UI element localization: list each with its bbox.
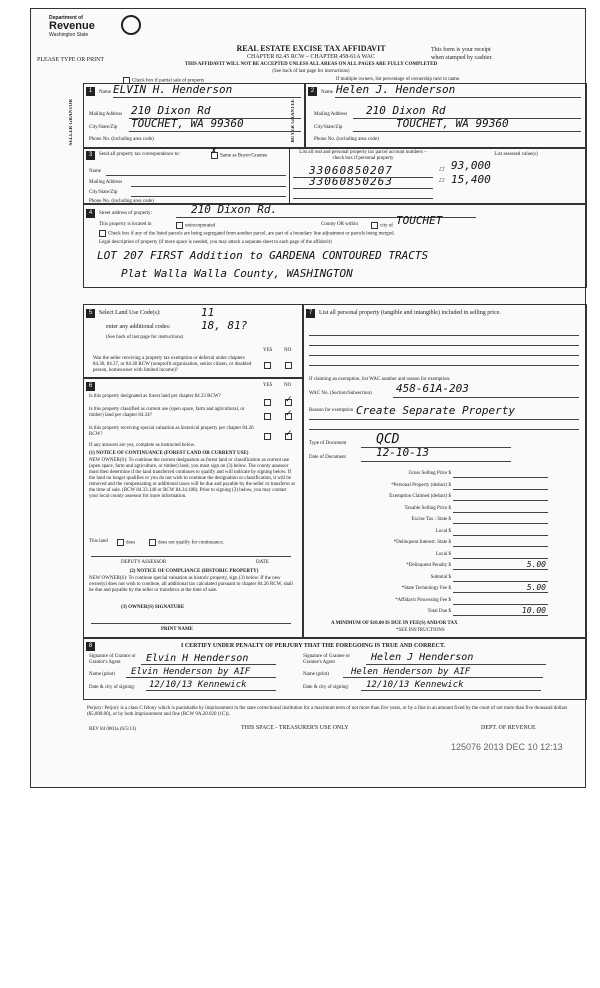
tax-row-label: *State Technology Fee $ [401, 586, 451, 591]
grantor-signature[interactable]: Elvin H Henderson [146, 653, 249, 664]
grantor-name-label: Name (print) [89, 672, 115, 677]
seller-mailing-label: Mailing Address [89, 112, 123, 117]
doc-date[interactable]: 12-10-13 [376, 446, 429, 459]
reason-label: Reason for exemption [309, 408, 354, 413]
does-not-check[interactable] [149, 539, 224, 547]
cashier-stamp: 125076 2013 DEC 10 12:13 [451, 742, 563, 752]
value-1[interactable]: 93,000 [451, 159, 491, 172]
does-check[interactable] [117, 539, 135, 547]
unincorporated-label: unincorporated [185, 223, 216, 229]
minimum-due: A MINIMUM OF $10.00 IS DUE IN FEE(S) AND/OR TAX [331, 621, 458, 626]
historic-question: Is this property receiving special valuation as historical property per chapter 84.26 RCW? [89, 426, 254, 437]
tax-row-label: Exemption Claimed (deduct) $ [389, 494, 451, 499]
tax-row-value[interactable]: 5.00 [526, 560, 546, 569]
multiple-owners-note: If multiple owners, list percentage of ownership next to name. [336, 77, 461, 82]
s5-no: NO [284, 348, 292, 353]
tax-row-label: Total Due $ [427, 609, 451, 614]
tax-row-label: Excise Tax : State $ [411, 517, 451, 522]
tax-row-label: *Affidavit Processing Fee $ [395, 597, 451, 603]
parcel-2[interactable]: 33060850263 [309, 175, 393, 188]
property-city[interactable]: TOUCHET [396, 214, 443, 227]
doc-type[interactable]: QCD [376, 432, 400, 447]
tax-row-label: *Delinquent Interest: State $ [393, 540, 451, 545]
grantor-date-label: Date & city of signing: [89, 685, 136, 690]
property-street[interactable]: 210 Dixon Rd. [191, 203, 278, 216]
section-1-marker: 1 [86, 87, 95, 96]
additional-codes-label: enter any additional codes: [106, 324, 171, 330]
corr-name-label: Name [89, 169, 101, 174]
buyer-city-label: City/State/Zip [314, 125, 343, 130]
form-see-back: (See back of last page for instructions) [272, 69, 350, 74]
dept-revenue: DEPT. OF REVENUE [481, 725, 536, 731]
same-as-buyer-label: Same as Buyer/Grantee [220, 153, 268, 159]
this-land-label: This land [89, 539, 108, 544]
logo-line-3: Washington State [49, 32, 89, 38]
see-instructions: *SEE INSTRUCTIONS [396, 628, 445, 633]
q1-no-box[interactable]: ✓ [285, 393, 293, 404]
tax-row-label: Local $ [435, 551, 451, 557]
affidavit-form: Department of Revenue Washington State PLEASE TYPE OR PRINT REAL ESTATE EXCISE TAX AFFIDAVIT CHAPTER 82.45 RCW – CHAPTER 458-61A WAC THIS AFFIDAVIT WILL NOT BE ACCEPTED UNLESS ALL AREAS ON ALL PAGES ARE FULLY COMPLETED (See back of last page for instructions) This form is your receipt when stamped by cashier. Check box if partial sale of property If multiple owners, list percentage of ownership next to name. 1 2 SELLER GRANTOR BUYER GRANTEE Name ELVIN H. Henderson Mailing Address 210 Dixon Rd City/State/Zip TOUCHET, WA 99360 Phone No. (including area code) Name Helen J. Henderson Mailing Address 210 Dixon Rd City/State/Zip TOUCHET, WA 99360 Phone No. (including area code) 3 Send all property tax correspondence to: ✗ Same as Buyer/Grantee Name Mailing Address City/State/Zip Phone No. (including area code) List all real and personal property tax parcel account numbers – check box if personal property List assessed value(s) 33060850207 33060850263 ☐ ☐ 93,000 15,400 4 Street address of property: 210 Dixon Rd. This property is located in unincorporated County OR within city of TOUCHET Check box if any of the listed parcels are being segregated from another parcel, are part of a boundary line adjustment or parcels being merged. Legal description of property (if more space is needed, you may attach a separate sheet to each page of the affidavit) LOT 207 FIRST Addition to GARDENA CONTOURED TRACTS Plat Walla Walla County, WASHINGTON 5 Select Land Use Code(s): 11 enter any additional codes: 18, 81? (See back of last page for instructions) YES NO Was the seller receiving a property tax exemption or deferral under chapters 84.36, 84.37, or 84.38 RCW (nonprofit organization, senior citizen, or disabled person, homeowner with limited income)? 6 YES NO Is this property designated as forest land per chapter 84.33 RCW? ✓ Is this property classified as current use (open space, farm and agricultural, or timber) land per chapter 84.34? ✓ Is this property receiving special valuation as historical property per chapter 84.26 RCW? ✓ If any answers are yes, complete as instructed below. (1) NOTICE OF CONTINUANCE (FOREST LAND OR CURRENT USE) NEW OWNER(S): To continue the current designation as forest land or classification as current use (open space, farm and agriculture, or timber) land, you must sign on (3) below. The county assessor must then determine if the land transferred continues to qualify and will indicate by signing below. If the land no longer qualifies or you do not wish to continue the designation or classification, it will be removed and the compensating or additional taxes will be due and payable by the seller or transferor at the time of sale. (RCW 84.33.140 or RCW 84.34.108). Prior to signing (3) below, you may contact your local county assessor for more information. This land does does not qualify for continuance. DEPUTY ASSESSOR DATE (2) NOTICE OF COMPLIANCE (HISTORIC PROPERTY) NEW OWNER(S): To continue special valuation as historic property, sign (3) below. If the new owner(s) does not wish to continue, all additional tax calculated pursuant to chapter 84.26 RCW, shall be due and payable by the seller or transferor at the time of sale. (3) OWNER(S) SIGNATURE PRINT NAME 7 List all personal property (tangible and intangible) included in selling price. If claiming an exemption, list WAC number and reason for exemption: WAC No. (Section/Subsection) 458-61A-203 Reason for exemption Create Separate Property Type of Document QCD Date of Document 12-10-13 Gross Selling Price $ *Personal Property (deduct) $ Exemption Claimed (deduct) $ Taxable Selling Price $ Excise Tax : State $ Local $ *Delinquent Interest: State $ Local $ *Delinquent Penalty $ 5.00 Subtotal $ *State Technology Fee $ 5.00 *Affidavit Processing Fee $ Total Due $ 10.00 A MINIMUM OF $10.00 IS DUE IN FEE(S) AND/OR TAX *SEE INSTRUCTIONS 8 I CERTIFY UNDER PENALTY OF PERJURY THAT THE FOREGOING IS TRUE AND CORRECT. Signature of Grantor or Grantor's Agent Elvin H Henderson Name (print) Elvin Henderson by AIF Date & city of signing: 12/10/13 Kennewick Signature of Grantee or Grantee's Agent Helen J Henderson Name (print) Helen Henderson by AIF Date & city of signing: 12/10/13 Kennewick Perjury: Perjury is a class C felony which is punishable by imprisonment in the state correctional institution for a maximum term of not more than five years, or by a fine in an amount fixed by the court of not more than five thousand dollars ($5,000.00), or by both imprisonment and fine (RCW 9A.20.020 (1C)). REV 84 0001a (6/5/13) THIS SPACE - TREASURER'S USE ONLY DEPT. OF REVENUE 125076 2013 DEC 10 12:13 [30, 8, 586, 788]
buyer-mailing-label: Mailing Address [314, 112, 348, 117]
buyer-city[interactable]: TOUCHET, WA 99360 [396, 117, 509, 130]
forest-question: Is this property designated as forest land per chapter 84.33 RCW? [89, 394, 221, 399]
seller-name[interactable]: ELVIN H. Henderson [113, 83, 233, 96]
logo-line-2: Revenue [49, 20, 95, 32]
value-2[interactable]: 15,400 [451, 173, 491, 186]
notice1-text: NEW OWNER(S): To continue the current designation as forest land or classification as current use (open space, farm and agriculture, or timber) land, you must sign on (3) below. The county assessor must then determine if the land transferred continues to qualify and will indicate by signing below. If the land no longer qualifies or you do not wish to continue the designation or classification, it will be removed and the compensating or additional taxes will be due and payable by the seller or transferor at the time of sale. (RCW 84.33.140 or RCW 84.34.108). Prior to signing (3) below, you may contact your local county assessor for more information. [89, 458, 295, 499]
legal-line-1[interactable]: LOT 207 FIRST Addition to GARDENA CONTOURED TRACTS [97, 249, 429, 262]
section-4-marker: 4 [86, 209, 95, 218]
correspondence-label: Send all property tax correspondence to: [99, 152, 180, 157]
dor-logo [49, 15, 109, 45]
tax-row-label: Gross Selling Price $ [408, 471, 451, 476]
notice2-text: NEW OWNER(S): To continue special valuation as historic property, sign (3) below. If the new owner(s) does not wish to continue, all additional tax calculated pursuant to chapter 84.26 RCW, shall be due and payable by the seller or transferor at the time of sale. [89, 576, 293, 593]
seller-phone-label: Phone No. (including area code) [89, 137, 154, 142]
s5-yes-box[interactable] [264, 356, 273, 374]
receipt-note-1: This form is your receipt [431, 47, 491, 53]
grantee-signature[interactable]: Helen J Henderson [371, 652, 474, 663]
parcel-header: List all real and personal property tax parcel account numbers – check box if personal property [299, 150, 427, 161]
deputy-label: DEPUTY ASSESSOR [121, 560, 167, 565]
print-name-label: PRINT NAME [161, 627, 193, 632]
form-chapter: CHAPTER 82.45 RCW – CHAPTER 458-61A WAC [247, 54, 375, 60]
buyer-mailing[interactable]: 210 Dixon Rd [366, 104, 446, 117]
city-label: city of [380, 223, 393, 229]
city-check[interactable] [371, 222, 393, 230]
notice2-title: (2) NOTICE OF COMPLIANCE (HISTORIC PROPERTY) [129, 569, 259, 574]
grantee-date-label: Date & city of signing: [303, 685, 350, 690]
treasurer-use: THIS SPACE - TREASURER'S USE ONLY [241, 725, 349, 731]
if-yes-note: If any answers are yes, complete as instructed below. [89, 443, 196, 448]
seller-name-label: Name [99, 90, 111, 95]
form-revision: REV 84 0001a (6/5/13) [89, 727, 136, 732]
wac-number[interactable]: 458-61A-203 [396, 382, 469, 395]
section-8-marker: 8 [86, 642, 95, 651]
grantor-print-name[interactable]: Elvin Henderson by AIF [131, 667, 251, 677]
q2-no-box[interactable]: ✓ [285, 407, 293, 418]
unincorporated-check[interactable] [176, 222, 215, 230]
located-in-label: This property is located in [99, 222, 152, 227]
s5-no-box[interactable] [285, 356, 294, 374]
does-label: does [126, 540, 136, 546]
section-7-marker: 7 [306, 309, 315, 318]
wac-label: WAC No. (Section/Subsection) [309, 391, 372, 396]
perjury-notice: Perjury: Perjury is a class C felony which is punishable by imprisonment in the state correctional institution for a maximum term of not more than five years, or by a fine in an amount fixed by the court of not more than five thousand dollars ($5,000.00), or by both imprisonment and fine (RCW 9A.20.020 (1C)). [87, 706, 568, 717]
buyer-side-label: BUYER GRANTEE [291, 99, 296, 143]
print-note: PLEASE TYPE OR PRINT [37, 57, 105, 63]
owner-sig-label: (3) OWNER(S) SIGNATURE [121, 605, 185, 610]
land-use-code[interactable]: 11 [201, 306, 215, 319]
seller-side-label: SELLER GRANTOR [69, 99, 74, 146]
doc-date-label: Date of Document [309, 455, 346, 460]
q2-yes-box[interactable] [264, 407, 273, 425]
section-3-marker: 3 [86, 151, 95, 160]
certify-statement: I CERTIFY UNDER PENALTY OF PERJURY THAT THE FOREGOING IS TRUE AND CORRECT. [181, 643, 446, 649]
does-not-label: does not qualify for continuance. [158, 540, 224, 546]
grantor-date-city[interactable]: 12/10/13 Kennewick [149, 680, 247, 690]
exemption-label: If claiming an exemption, list WAC number and reason for exemption: [309, 377, 451, 382]
grantee-print-name[interactable]: Helen Henderson by AIF [351, 667, 471, 677]
section-6-marker: 6 [86, 382, 95, 391]
land-use-label: Select Land Use Code(s): [99, 310, 161, 316]
seller-city[interactable]: TOUCHET, WA 99360 [131, 117, 244, 130]
current-use-question: Is this property classified as current use (open space, farm and agricultural, or timber) land per chapter 84.34? [89, 407, 245, 418]
corr-city-label: City/State/Zip [89, 190, 118, 195]
form-warning: THIS AFFIDAVIT WILL NOT BE ACCEPTED UNLESS ALL AREAS ON ALL PAGES ARE FULLY COMPLETED [184, 62, 438, 67]
legal-line-2[interactable]: Plat Walla Walla County, WASHINGTON [121, 267, 353, 280]
notice1-title: (1) NOTICE OF CONTINUANCE (FOREST LAND OR CURRENT USE) [89, 451, 249, 456]
segregated-label: Check box if any of the listed parcels are being segregated from another parcel, are part of a boundary line adjustment or parcels being merged. [108, 231, 395, 237]
q3-no-box[interactable]: ✓ [285, 427, 293, 438]
tax-row-label: *Delinquent Penalty $ [406, 563, 451, 568]
tax-row-label: *Personal Property (deduct) $ [391, 482, 451, 488]
seller-mailing[interactable]: 210 Dixon Rd [131, 104, 211, 117]
land-use-see-back: (See back of last page for instructions) [106, 335, 184, 340]
value-header: List assessed value(s) [494, 152, 538, 157]
county-label: County OR within [321, 222, 358, 227]
doc-type-label: Type of Document [309, 441, 347, 446]
tax-row-label: Subtotal $ [430, 574, 451, 580]
corr-mailing-label: Mailing Address [89, 180, 123, 185]
exemption-question: Was the seller receiving a property tax exemption or deferral under chapters 84.36, 84.37, or 84.38 RCW (nonprofit organization, senior citizen, or disabled person, homeowner with limited income)? [93, 356, 252, 373]
additional-codes[interactable]: 18, 81? [201, 319, 248, 332]
tax-row-label: Local $ [435, 528, 451, 534]
tax-row-label: Taxable Selling Price $ [404, 505, 451, 511]
logo-line-1: Department of [49, 15, 83, 21]
buyer-name-label: Name [321, 90, 333, 95]
tax-row-value[interactable]: 5.00 [526, 583, 546, 592]
tax-row-value[interactable]: 10.00 [521, 606, 546, 615]
deputy-date-label: DATE [256, 560, 269, 565]
partial-sale-label: Check box if partial sale of property [132, 78, 205, 84]
buyer-name[interactable]: Helen J. Henderson [336, 83, 456, 96]
receipt-note-2: when stamped by cashier. [431, 55, 493, 61]
q3-yes-box[interactable] [264, 427, 273, 445]
section-5-marker: 5 [86, 309, 95, 318]
s6-no: NO [284, 383, 292, 388]
grantee-date-city[interactable]: 12/10/13 Kennewick [366, 680, 464, 690]
grantee-sig-label: Signature of Grantee or Grantee's Agent [303, 654, 351, 665]
segregated-check[interactable] [99, 230, 395, 238]
same-as-buyer-check[interactable]: ✗ Same as Buyer/Grantee [210, 146, 268, 159]
street-label: Street address of property: [99, 211, 152, 216]
grantor-sig-label: Signature of Grantor or Grantor's Agent [89, 654, 136, 665]
section-2-marker: 2 [308, 87, 317, 96]
buyer-phone-label: Phone No. (including area code) [314, 137, 379, 142]
s5-yes: YES [263, 348, 273, 353]
seller-city-label: City/State/Zip [89, 125, 118, 130]
s6-yes: YES [263, 383, 273, 388]
exemption-reason[interactable]: Create Separate Property [356, 404, 515, 417]
corr-phone-label: Phone No. (including area code) [89, 199, 154, 204]
grantee-name-label: Name (print) [303, 672, 329, 677]
form-title: REAL ESTATE EXCISE TAX AFFIDAVIT [236, 44, 386, 53]
legal-label: Legal description of property (if more space is needed, you may attach a separate sheet to each page of the affidavit) [99, 240, 332, 245]
personal-property-label: List all personal property (tangible and intangible) included in selling price. [319, 310, 501, 316]
dor-emblem-icon [121, 15, 141, 35]
parcel-1[interactable]: 33060850207 [309, 164, 393, 177]
